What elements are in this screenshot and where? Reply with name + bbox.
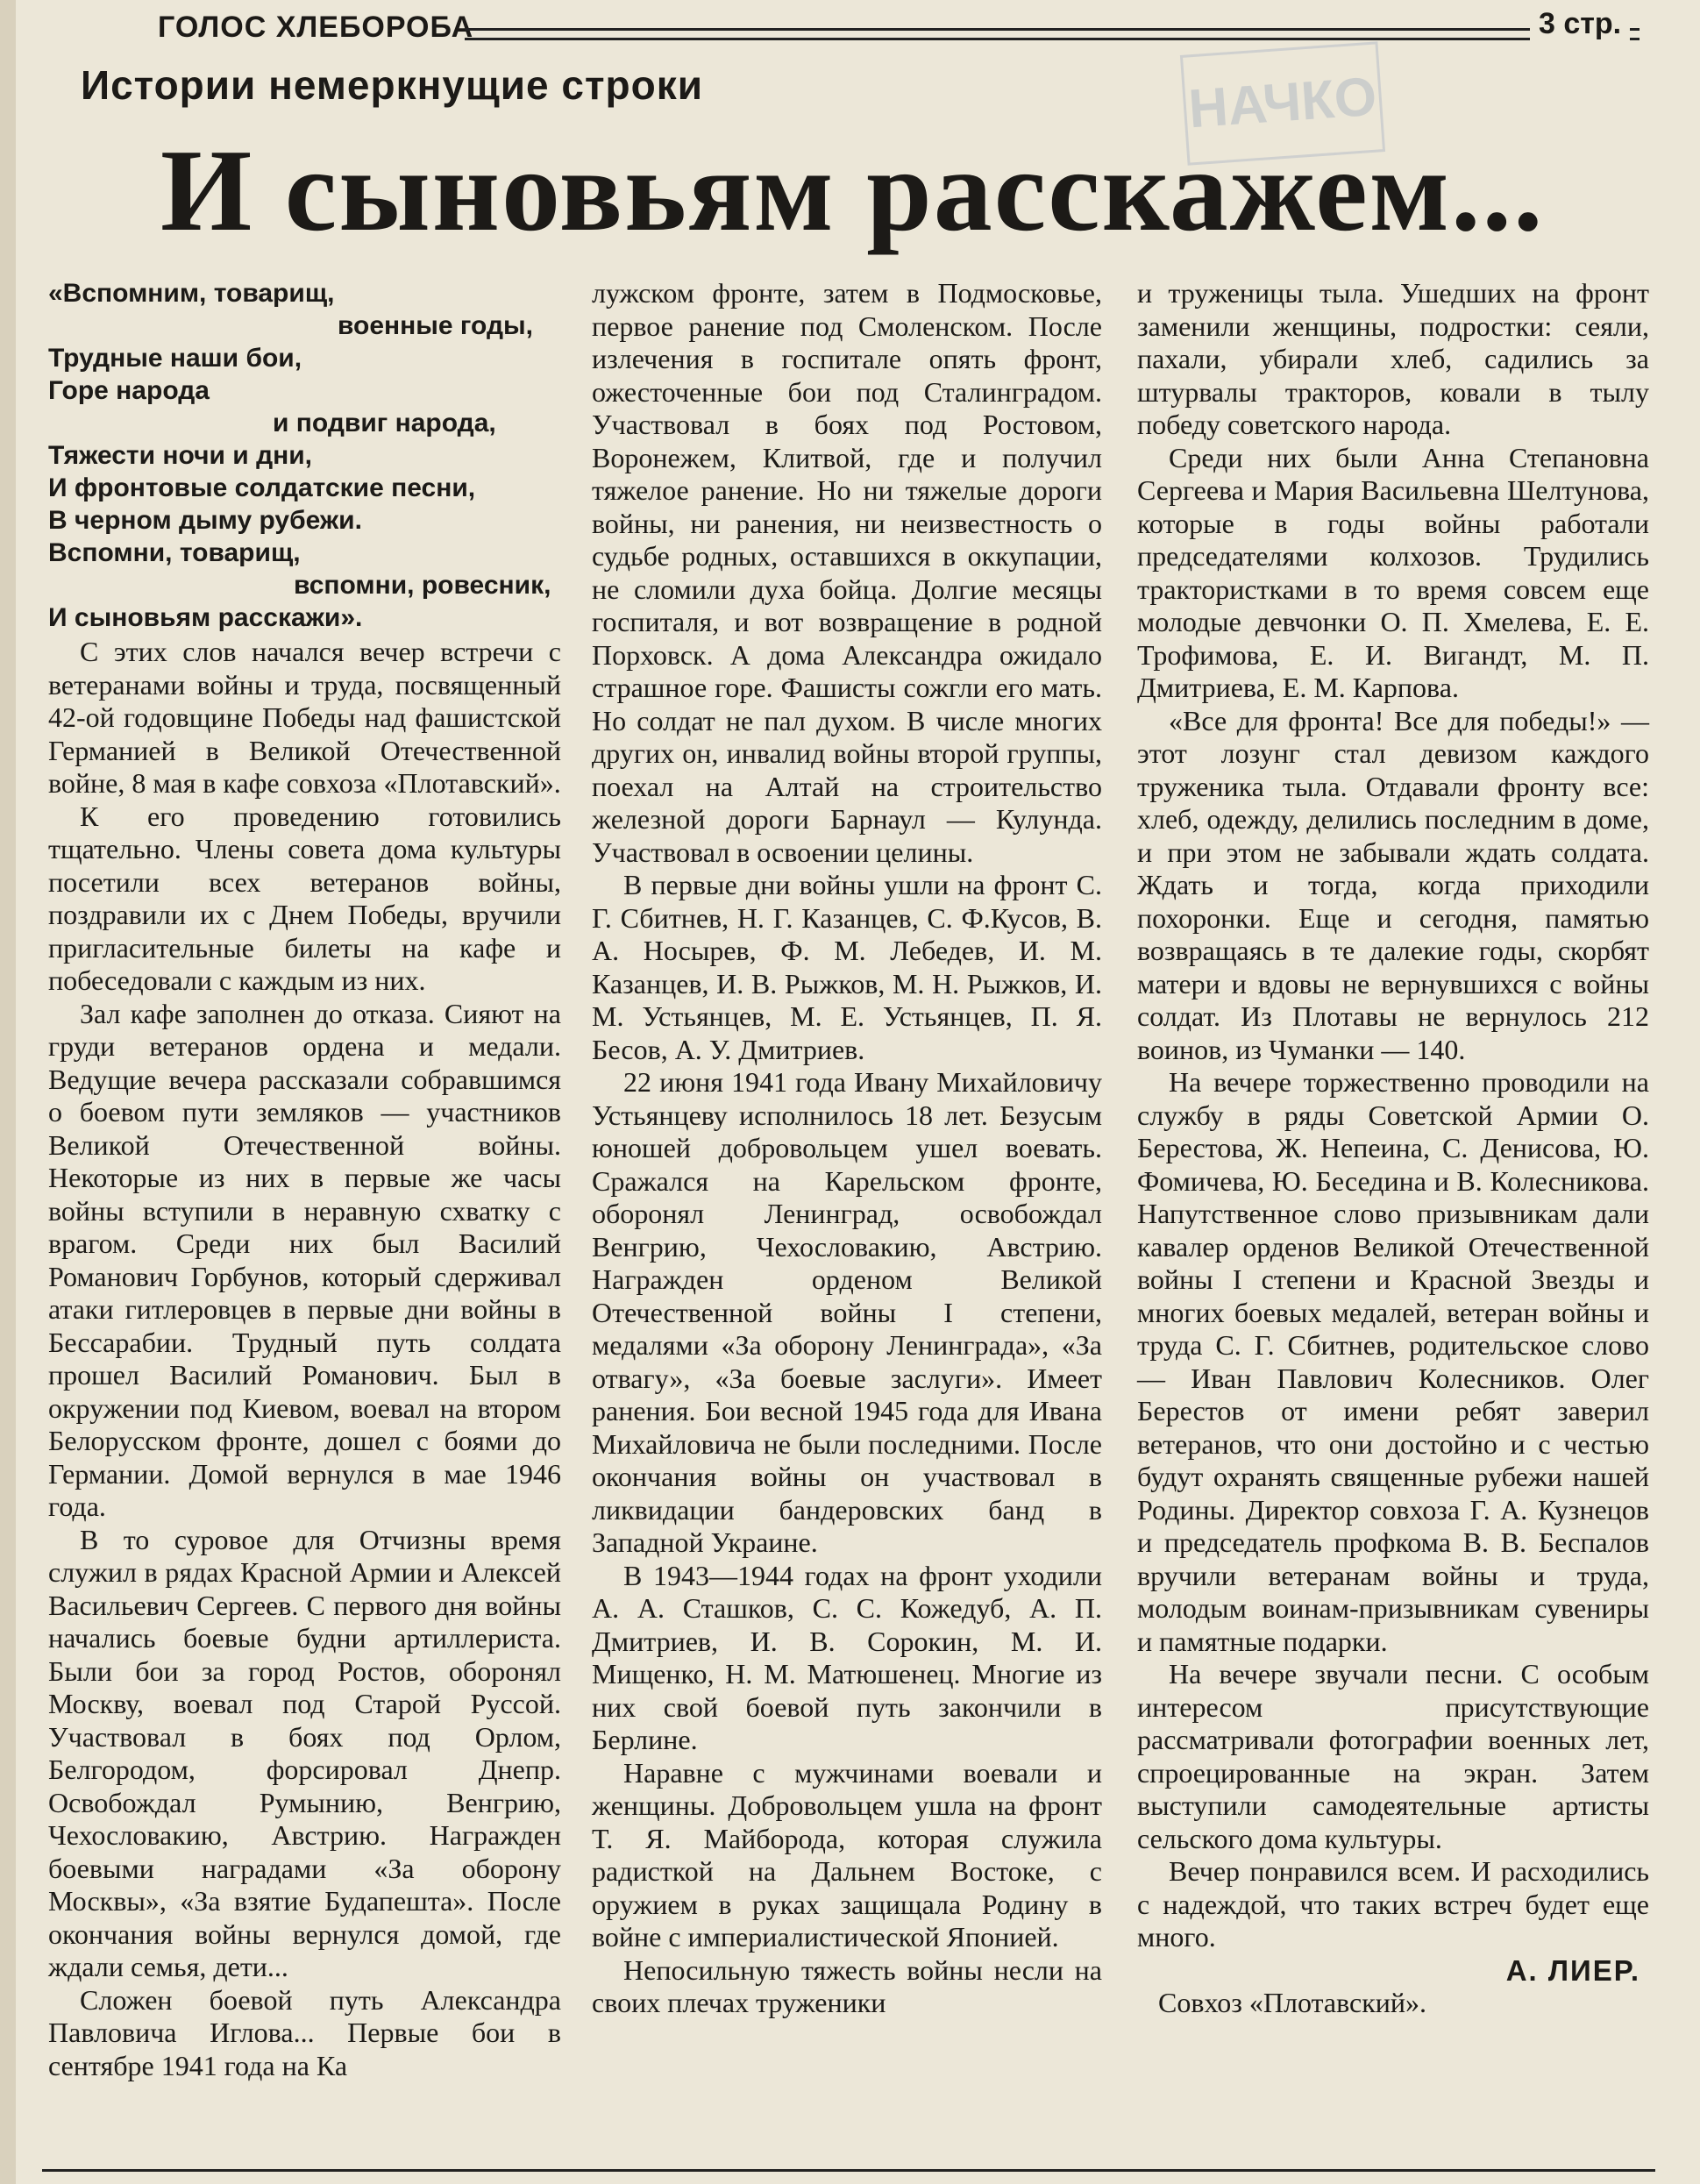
article-paragraph: С этих слов начался вечер встречи с ветеранами войны и труда, посвященный 42-ой годовщине Победы над фашистской Германией в Великой Отечественной войне, 8 мая в кафе совхоза «Плотавский». <box>48 636 561 799</box>
article-column-1 <box>48 277 561 2082</box>
article-paragraph: Среди них были Анна Степановна Сергеева и Мария Васильевна Шелтунова, которые в годы войны работали председателями колхозов. Трудились трактористками в то время совсем еще молодые девчонки О. П. Хмелева, Е. Е. Трофимова, Е. И. Вигандт, М. П. Дмитриева, Е. М. Карпова. <box>1137 441 1649 703</box>
article-paragraph: На вечере звучали песни. С особым интересом присутствующие рассматривали фотографии военных лет, спроецированные на экран. Затем выступили самодеятельные артисты сельского дома культуры. <box>1137 1658 1649 1854</box>
article-paragraph: Вечер понравился всем. И расходились с надеждой, что таких встреч будет еще много. <box>1137 1855 1649 1953</box>
newspaper-name: ГОЛОС ХЛЕБОРОБА <box>158 11 474 44</box>
article-paragraph: На вечере торжественно проводили на службу в ряды Советской Армии О. Берестова, Ж. Непеина, С. Денисова, Ю. Фомичева, Ю. Беседина и В. Колесникова. Напутственное слово призывникам дали кавалер орденов Великой Отечественной войны I степени и Красной Звезды и многих боевых медалей, ветеран войны и труда С. Г. Сбитнев, родительское слово — Иван Павлович Колесников. Олег Берестов от имени ребят заверил ветеранов, что они достойно и с честью будут охранять священные рубежи нашей Родины. Директор совхоза Г. А. Кузнецов и председатель профкома В. В. Беспалов вручили ветеранам войны и труда, молодым воинам-призывникам сувениры и памятные подарки. <box>1137 1066 1649 1657</box>
article-paragraph: Зал кафе заполнен до отказа. Сияют на груди ветеранов ордена и медали. Ведущие вечера рассказали собравшимся о боевом пути земляков — участников Великой Отечественной войны. Некоторые из них в первые же часы войны вступили в неравную схватку с врагом. Среди них был Василий Романович Горбунов, который сдерживал атаки гитлеровцев в первые дни войны в Бессарабии. Трудный путь солдата прошел Василий Романович. Был в окружении под Киевом, воевал на втором Белорусском фронте, дошел с боями до Германии. Домой вернулся в мае 1946 года. <box>48 997 561 1522</box>
poem-line: Вспомни, товарищ, <box>48 538 301 567</box>
article-paragraph: В то суровое для Отчизны время служил в рядах Красной Армии и Алексей Васильевич Сергеев. С первого дня войны начались боевые будни артиллериста. Были бои за город Ростов, оборонял Москву, воевал под Старой Руссой. Участвовал в боях под Орлом, Белгородом, форсировал Днепр. Освобождал Румынию, Венгрию, Чехословакию, Австрию. Награжден боевыми наградами «За оборону Москвы», «За взятие Будапешта». После окончания войны вернулся домой, где ждали семья, дети... <box>48 1523 561 1982</box>
poem-line: Тяжести ночи и дни, <box>48 441 313 470</box>
author-place: Совхоз «Плотавский». <box>1158 1987 1427 2018</box>
article-paragraph: В 1943—1944 годах на фронт уходили А. А. Сташков, С. С. Кожедуб, А. П. Дмитриев, И. В. Сорокин, М. И. Мищенко, Н. М. Матюшенец. Многие из них свой боевой путь закончили в Берлине. <box>592 1559 1102 1755</box>
poem-line: и подвиг народа, <box>273 409 496 438</box>
poem-line: И сыновьям расскажи». <box>48 603 363 632</box>
poem-line: Трудные наши бои, <box>48 344 302 373</box>
article-column-2 <box>592 277 1102 2020</box>
bottom-rule <box>42 2169 1655 2172</box>
article-paragraph: Наравне с мужчинами воевали и женщины. Добровольцем ушла на фронт Т. Я. Майборода, которая служила радисткой на Дальнем Востоке, с оружием в руках защищала Родину в войне с империалистической Японией. <box>592 1756 1102 1953</box>
poem-line: «Вспомним, товарищ, <box>48 279 335 308</box>
page-number: 3 стр. <box>1530 7 1630 41</box>
poem-line: военные годы, <box>338 311 533 340</box>
article-paragraph: 22 июня 1941 года Ивану Михайловичу Устьянцеву исполнилось 18 лет. Безусым юношей добровольцем ушел воевать. Сражался на Карельском фронте, оборонял Ленинград, освобождал Венгрию, Чехословакию, Австрию. Награжден орденом Великой Отечественной войны I степени, медалями «За оборону Ленинграда», «За отвагу», «За боевые заслуги». Имеет ранения. Бои весной 1945 года для Ивана Михайловича не были последними. После окончания войны он участвовал в ликвидации бандеровских банд в Западной Украине. <box>592 1066 1102 1558</box>
poem-line: В черном дыму рубежи. <box>48 506 362 535</box>
article-headline: И сыновьям расскажем... <box>160 125 1545 255</box>
article-rubric: Истории немеркнущие строки <box>81 62 704 108</box>
page-header <box>132 7 1640 54</box>
poem-line: И фронтовые солдатские песни, <box>48 473 476 502</box>
library-stamp: НАЧКО <box>1180 41 1385 165</box>
article-paragraph: лужском фронте, затем в Подмосковье, первое ранение под Смоленском. После излечения в госпитале опять фронт, ожесточенные бои под Сталинградом. Участвовал в боях под Ростовом, Воронежем, Клитвой, где и получил тяжелое ранение. Но ни тяжелые дороги войны, ни ранения, ни неизвестность о судьбе родных, оставшихся в оккупации, не сломили духа бойца. Долгие месяцы госпиталя, и вот возвращение в родной Порховск. А дома Александра ожидало страшное горе. Фашисты сожгли его мать. Но солдат не пал духом. В числе многих других он, инвалид войны второй группы, поехал на Алтай на строительство железной дороги Барнаул — Кулунда. Участвовал в освоении целины. <box>592 277 1102 868</box>
article-paragraph: и труженицы тыла. Ушедших на фронт заменили женщины, подростки: сеяли, пахали, убирали хлеб, садились за штурвалы тракторов, ковали в тылу победу советского народа. <box>1137 277 1649 440</box>
page-left-margin <box>0 0 16 2184</box>
poem-epigraph <box>48 277 561 634</box>
article-column-3 <box>1137 277 1649 2020</box>
poem-line: вспомни, ровесник, <box>294 571 551 600</box>
header-rule <box>465 28 1640 40</box>
article-paragraph: Непосильную тяжесть войны несли на своих плечах труженики <box>592 1953 1102 2018</box>
article-paragraph: В первые дни войны ушли на фронт С. Г. Сбитнев, Н. Г. Казанцев, С. Ф.Кусов, В. А. Носырев, Ф. М. Лебедев, И. М. Казанцев, И. В. Рыжков, М. Н. Рыжков, И. М. Устьянцев, М. Е. Устьянцев, П. Я. Бесов, А. У. Дмитриев. <box>592 869 1102 1065</box>
article-paragraph: К его проведению готовились тщательно. Члены совета дома культуры посетили всех ветеранов войны, поздравили их с Днем Победы, вручили пригласительные билеты на кафе и побеседовали с каждым из них. <box>48 800 561 996</box>
poem-line: Горе народа <box>48 376 210 405</box>
author-signature: А. ЛИЕР. <box>1505 1953 1640 1987</box>
article-paragraph: Сложен боевой путь Александра Павловича Иглова... Первые бои в сентябре 1941 года на Ка <box>48 1983 561 2081</box>
article-paragraph: «Все для фронта! Все для победы!» — этот лозунг стал девизом каждого труженика тыла. Отдавали фронту все: хлеб, одежду, делились последним в доме, и при этом не забывали ждать солдата. Ждать и тогда, когда приходили похоронки. Еще и сегодня, памятью возвращаясь в те далекие годы, скорбят матери и вдовы не вернувшихся с войны солдат. Из Плотавы не вернулось 212 воинов, из Чуманки — 140. <box>1137 704 1649 1065</box>
